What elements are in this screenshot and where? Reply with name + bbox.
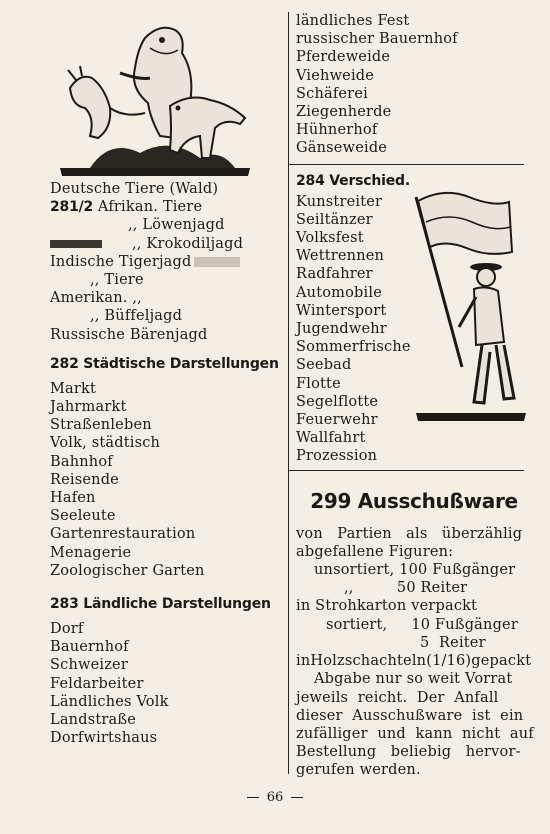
text-line: Deutsche Tiere (Wald)	[50, 181, 219, 197]
flag-bearer-illustration-icon	[414, 177, 534, 447]
list-item: Volksfest	[296, 230, 364, 247]
bear-hunt-illustration-icon	[50, 18, 282, 180]
text-line: von Partien als überzählig	[296, 525, 523, 542]
list-item: Landstraße	[50, 712, 137, 729]
list-item: Seeleute	[50, 508, 116, 525]
list-item: Jugendwehr	[296, 321, 387, 338]
list-item: Feldarbeiter	[50, 675, 144, 692]
list-item: Wettrennen	[296, 248, 385, 265]
page-number	[0, 790, 550, 805]
list-item: Zoologischer Garten	[50, 562, 205, 579]
text-line: dieser Ausschußware ist ein	[296, 707, 524, 724]
list-item: Menagerie	[50, 544, 132, 561]
ink-smudge	[194, 257, 240, 267]
list-item: Bauernhof	[50, 639, 129, 656]
text-line: zufälliger und kann nicht auf	[296, 725, 534, 742]
dash-icon	[291, 797, 303, 798]
list-item: Gartenrestauration	[50, 526, 196, 543]
list-item: Prozession	[296, 448, 378, 465]
list-item: Sommerfrische	[296, 339, 411, 356]
list-item: Wallfahrt	[296, 430, 366, 447]
heading-283: 283 Ländliche Darstellungen	[50, 596, 271, 613]
list-item: Reisende	[50, 471, 119, 488]
afrikan-label: Afrikan. Tiere	[97, 199, 203, 216]
list-item: Jahrmarkt	[50, 399, 127, 416]
ink-smudge	[50, 240, 102, 248]
text-line: unsortiert, 100 Fußgänger	[314, 562, 516, 579]
list-283	[50, 620, 282, 747]
page-number-text: 66	[266, 790, 284, 805]
text-line: ,, Büffeljagd	[90, 308, 183, 325]
list-item: Volk, städtisch	[50, 435, 161, 452]
list-item: Gänseweide	[296, 140, 388, 157]
list-item: Straßenleben	[50, 417, 152, 434]
list-item: Ziegenherde	[296, 104, 392, 121]
tigerjagd-label: Indische Tigerjagd	[50, 253, 192, 270]
heading-299: 299 Ausschußware	[310, 488, 518, 513]
text-line: 5 Reiter	[420, 634, 486, 651]
text-line: ,, Tiere	[90, 272, 144, 289]
list-item: Markt	[50, 380, 97, 397]
list-282	[50, 380, 282, 580]
list-item: Seebad	[296, 357, 352, 374]
text-line: Abgabe nur so weit Vorrat	[314, 671, 513, 688]
list-item: ländliches Fest	[296, 13, 410, 29]
text-line: Bestellung beliebig hervor-	[296, 744, 521, 761]
right-column	[296, 12, 532, 780]
list-item: Hühnerhof	[296, 122, 378, 139]
heading-282: 282 Städtische Darstellungen	[50, 355, 279, 372]
text-line	[50, 253, 282, 271]
text-line	[50, 235, 282, 253]
list-item: Radfahrer	[296, 266, 373, 283]
ausschuss-text	[296, 525, 532, 780]
list-item: Ländliches Volk	[50, 693, 169, 710]
section-divider	[288, 164, 524, 165]
text-line: inHolzschachteln(1/16)gepackt	[296, 653, 532, 670]
dash-icon	[247, 797, 259, 798]
text-line: sortiert, 10 Fußgänger	[326, 616, 518, 633]
list-item: russischer Bauernhof	[296, 31, 458, 48]
left-column	[50, 18, 282, 747]
list-top	[296, 12, 532, 158]
krokodil-label: ,, Krokodiljagd	[132, 235, 244, 252]
list-item: Feuerwehr	[296, 412, 378, 429]
list-item: Automobile	[296, 284, 382, 301]
section-divider	[288, 470, 524, 471]
list-item: Segelflotte	[296, 393, 379, 410]
list-item: Wintersport	[296, 302, 387, 319]
text-line: gerufen werden.	[296, 762, 421, 779]
list-item: Hafen	[50, 490, 96, 507]
text-line: ,, 50 Reiter	[344, 580, 468, 597]
list-item: Schweizer	[50, 657, 128, 674]
heading-284: 284 Verschied.	[296, 172, 410, 189]
list-item: Kunstreiter	[296, 193, 383, 210]
list-item: Seiltänzer	[296, 211, 373, 228]
text-line	[50, 198, 282, 216]
list-item: Dorfwirtshaus	[50, 730, 158, 747]
text-line: in Strohkarton verpackt	[296, 598, 478, 615]
list-item: Dorf	[50, 621, 84, 638]
afrikan-number: 281/2	[50, 199, 94, 216]
text-line: abgefallene Figuren:	[296, 543, 454, 560]
text-line: Amerikan. ,,	[50, 290, 142, 307]
list-item: Flotte	[296, 375, 341, 392]
list-item: Schäferei	[296, 85, 368, 102]
list-item: Bahnhof	[50, 453, 113, 470]
column-divider	[288, 12, 289, 774]
list-item: Viehweide	[296, 67, 375, 84]
text-line: jeweils reicht. Der Anfall	[296, 689, 499, 706]
text-line: Russische Bärenjagd	[50, 326, 208, 343]
text-line: ,, Löwenjagd	[128, 217, 225, 234]
list-item: Pferdeweide	[296, 49, 391, 66]
